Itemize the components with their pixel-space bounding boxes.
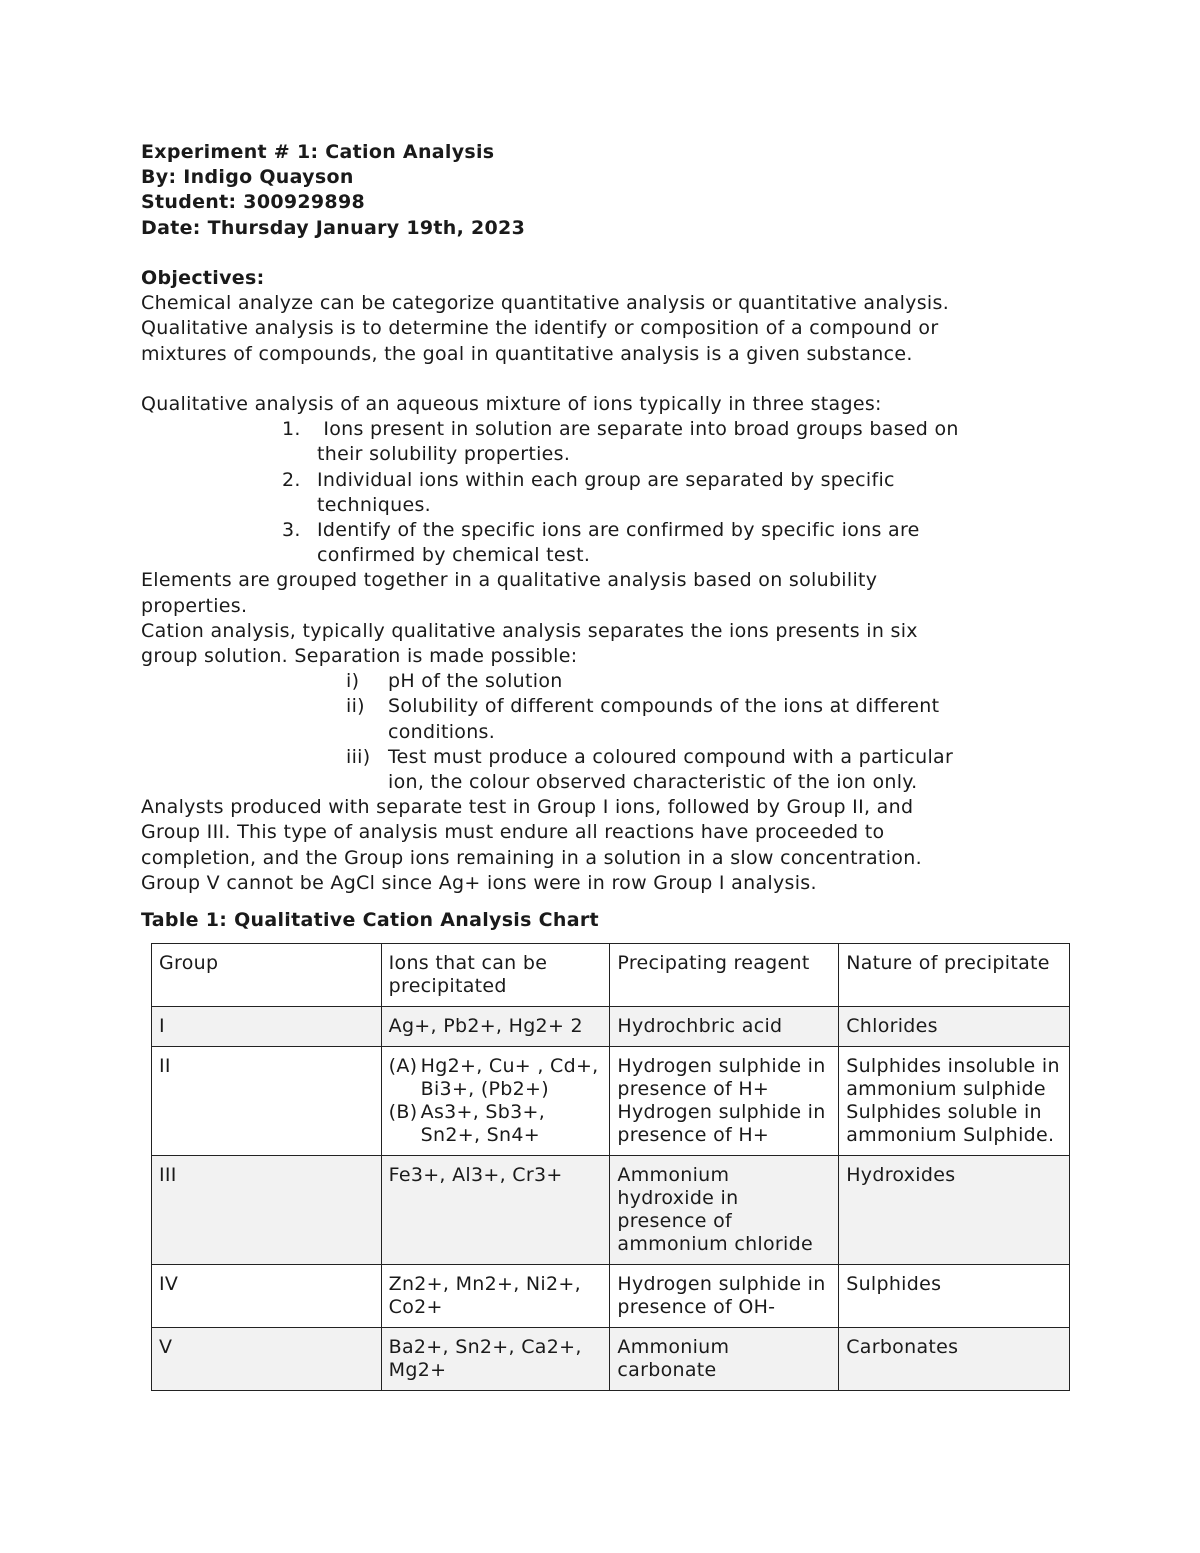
group-cell: V xyxy=(152,1328,382,1391)
list-item-text: Solubility of different compounds of the ions at different xyxy=(388,695,940,718)
doc-student: Student: 300929898 xyxy=(141,191,365,214)
nature-cell: Hydroxides xyxy=(839,1156,1070,1265)
list-item-text: Ions present in solution are separate into broad groups based on xyxy=(317,418,959,441)
table-header-row xyxy=(152,944,1070,1007)
paragraph-line: properties. xyxy=(141,594,248,617)
nature-cell: Chlorides xyxy=(839,1007,1070,1047)
paragraph-line: Qualitative analysis is to determine the identify or composition of a compound or xyxy=(141,317,939,340)
table-row xyxy=(152,1007,1070,1047)
stages-intro: Qualitative analysis of an aqueous mixture of ions typically in three stages: xyxy=(141,393,882,415)
list-item-text: Test must produce a coloured compound with a particular xyxy=(388,745,954,768)
list-marker: 3. xyxy=(282,519,301,542)
list-marker: i) xyxy=(346,670,360,693)
list-item xyxy=(141,669,1081,694)
doc-author: By: Indigo Quayson xyxy=(141,166,354,189)
list-item xyxy=(141,417,1081,467)
reagent-cell: Ammonium hydroxide in presence of ammonium chloride xyxy=(610,1156,839,1265)
spacer xyxy=(141,367,1081,392)
doc-title: Experiment # 1: Cation Analysis xyxy=(141,141,495,163)
nature-line: Sulphides insoluble in ammonium sulphide xyxy=(846,1055,1060,1100)
header-cell: Precipating reagent xyxy=(610,944,839,1007)
list-item-text: techniques. xyxy=(317,493,431,516)
list-marker: iii) xyxy=(346,745,371,768)
list-item-text: Individual ions within each group are separated by specific xyxy=(317,468,895,491)
table-row xyxy=(152,1156,1070,1265)
group-cell: III xyxy=(152,1156,382,1265)
sub-list-text: As3+, Sb3+, Sn2+, Sn4+ xyxy=(420,1101,546,1146)
table-title: Table 1: Qualitative Cation Analysis Chart xyxy=(141,909,599,932)
nature-cell: Carbonates xyxy=(839,1328,1070,1391)
paragraph-line: group solution. Separation is made possible: xyxy=(141,645,578,668)
paragraph-line: Elements are grouped together in a qualitative analysis based on solubility xyxy=(141,569,878,592)
nature-cell xyxy=(839,1047,1070,1156)
document-page xyxy=(141,140,1081,1381)
ions-cell: Zn2+, Mn2+, Ni2+, Co2+ xyxy=(381,1265,610,1328)
list-item-text: conditions. xyxy=(388,720,496,743)
ions-cell: Ba2+, Sn2+, Ca2+, Mg2+ xyxy=(381,1328,610,1391)
list-item-text: their solubility properties. xyxy=(317,443,571,466)
reagent-line: Hydrogen sulphide in presence of H+ xyxy=(617,1101,826,1146)
list-item xyxy=(141,694,1081,744)
paragraph-line: Chemical analyze can be categorize quantitative analysis or quantitative analysis. xyxy=(141,292,950,315)
list-item-text: Identify of the specific ions are confirmed by specific ions are xyxy=(317,519,920,542)
paragraph-line: Group V cannot be AgCl since Ag+ ions were in row Group I analysis. xyxy=(141,871,817,894)
list-marker: 2. xyxy=(282,468,301,491)
group-cell: II xyxy=(152,1047,382,1156)
list-item-text: pH of the solution xyxy=(388,670,563,693)
ions-cell: Ag+, Pb2+, Hg2+ 2 xyxy=(381,1007,610,1047)
group-cell: IV xyxy=(152,1265,382,1328)
group-cell: I xyxy=(152,1007,382,1047)
ions-cell xyxy=(381,1047,610,1156)
list-item-text: confirmed by chemical test. xyxy=(317,544,591,567)
reagent-cell: Ammonium carbonate xyxy=(610,1328,839,1391)
sub-list-text: Hg2+, Cu+ , Cd+, Bi3+, (Pb2+) xyxy=(420,1055,599,1100)
doc-date: Date: Thursday January 19th, 2023 xyxy=(141,216,526,239)
sub-list-item xyxy=(389,1101,604,1147)
nature-line: Sulphides soluble in ammonium Sulphide. xyxy=(846,1101,1055,1146)
reagent-cell xyxy=(610,1047,839,1156)
sub-list-marker: (A) xyxy=(388,1055,418,1077)
list-item-text: ion, the colour observed characteristic of the ion only. xyxy=(388,771,918,794)
reagent-cell: Hydrochbric acid xyxy=(610,1007,839,1047)
list-item xyxy=(141,745,1081,795)
objectives-heading: Objectives: xyxy=(141,267,265,289)
paragraph-line: Cation analysis, typically qualitative analysis separates the ions presents in six xyxy=(141,619,918,642)
cation-analysis-table xyxy=(151,943,1070,1391)
conditions-list xyxy=(141,669,1081,795)
reagent-line: Hydrogen sulphide in presence of H+ xyxy=(617,1055,826,1100)
paragraph-line: mixtures of compounds, the goal in quantitative analysis is a given substance. xyxy=(141,342,913,365)
table-row xyxy=(152,1047,1070,1156)
list-marker: ii) xyxy=(346,695,365,718)
ions-cell: Fe3+, Al3+, Cr3+ xyxy=(381,1156,610,1265)
paragraph-line: completion, and the Group ions remaining in a solution in a slow concentration. xyxy=(141,846,922,869)
sub-list-item xyxy=(389,1055,604,1101)
paragraph-line: Group III. This type of analysis must endure all reactions have proceeded to xyxy=(141,821,885,844)
list-item xyxy=(141,468,1081,518)
table-row xyxy=(152,1265,1070,1328)
header-cell: Nature of precipitate xyxy=(839,944,1070,1007)
header-cell: Ions that can be precipitated xyxy=(381,944,610,1007)
nature-cell: Sulphides xyxy=(839,1265,1070,1328)
paragraph-line: Analysts produced with separate test in Group I ions, followed by Group II, and xyxy=(141,796,914,819)
header-cell: Group xyxy=(152,944,382,1007)
list-item xyxy=(141,518,1081,568)
sub-list-marker: (B) xyxy=(388,1101,418,1123)
stages-list xyxy=(141,417,1081,568)
list-marker: 1. xyxy=(282,418,301,441)
spacer xyxy=(141,241,1081,266)
table-row xyxy=(152,1328,1070,1391)
reagent-cell: Hydrogen sulphide in presence of OH- xyxy=(610,1265,839,1328)
